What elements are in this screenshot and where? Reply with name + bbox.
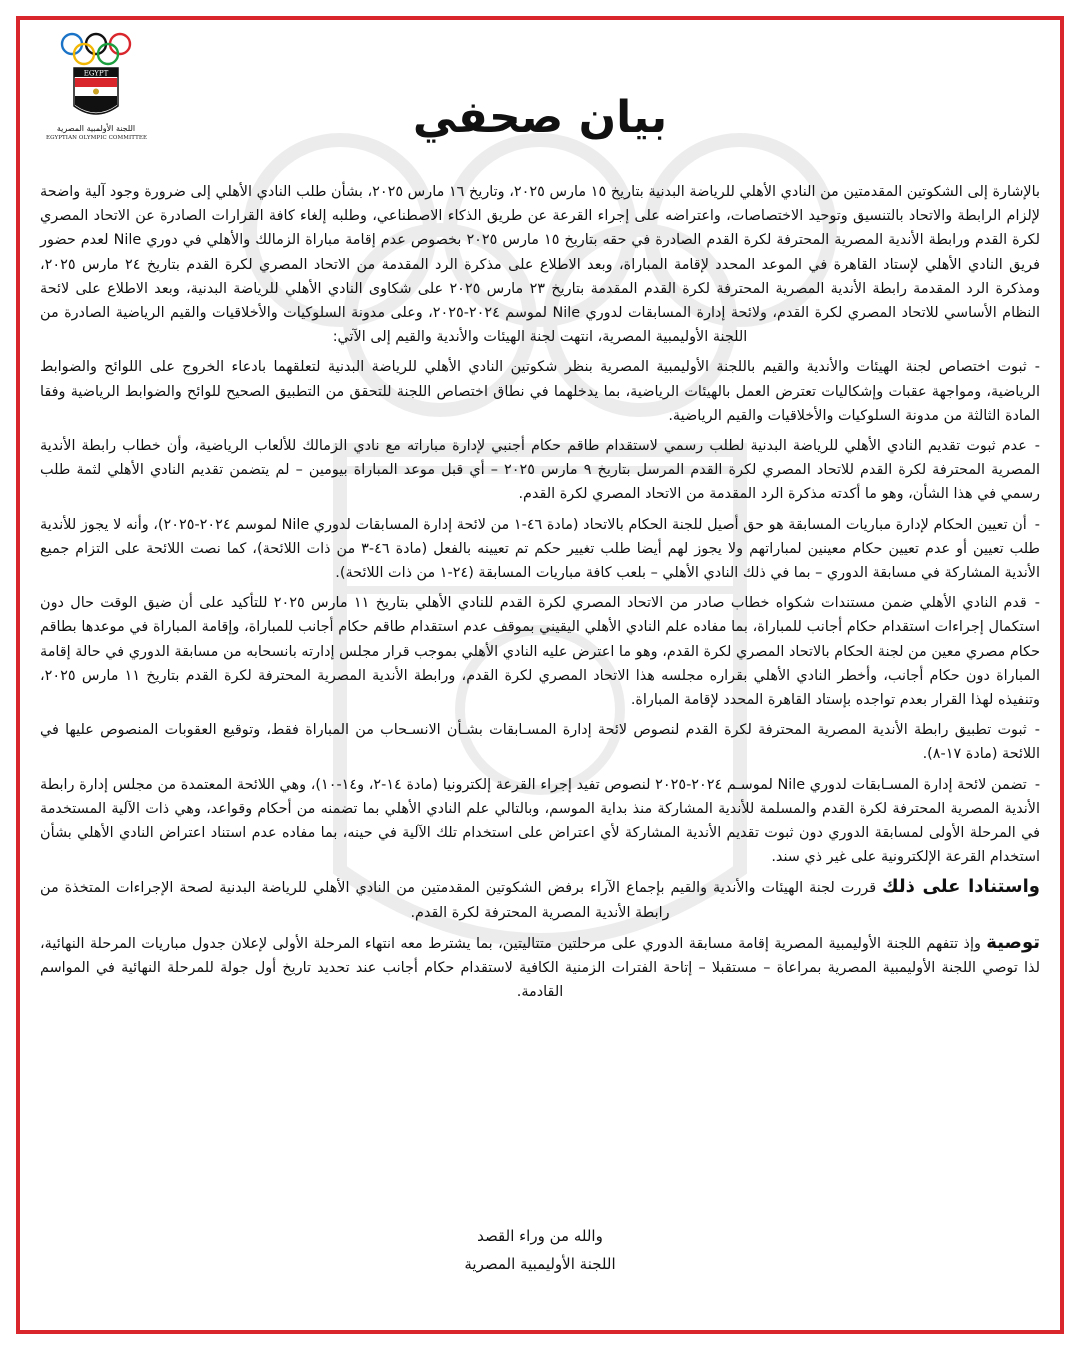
recommendation-text: وإذ تتفهم اللجنة الأوليمبية المصرية إقامة مسابقة الدوري على مرحلتين متتاليتين، بما يشترط معه انتهاء المرحلة الأولى لإعلان جدول مباريات المرحلة النهائية، لذا توصي اللجنة الأوليمبية المصرية بمراعاة – مستقبلا – إتاحة الفترات الزمنية الكافية لاستقدام حكام أجانب عند تحديد تاريخ أول جولة للمرحلة النهائية في المواسم القادمة. — [40, 935, 1040, 1001]
recommendation-paragraph — [40, 931, 1040, 1005]
statement-body — [40, 180, 1040, 1011]
decision-text: قررت لجنة الهيئات والأندية والقيم بإجماع الآراء برفض الشكوتين المقدمتين من النادي الأهلي للرياضة البدنية لصحة الإجراءات المتخذة من رابطة الأندية المصرية المحترفة لكرة القدم. — [40, 880, 877, 921]
decision-lead: واستنادا على ذلك — [882, 876, 1040, 898]
page-title: بيان صحفي — [412, 92, 668, 143]
bullet-text: تضمن لائحة إدارة المسـابقات لدوري Nile لموسـم ٢٠٢٤-٢٠٢٥ لنصوص تفيد إجراء القرعة إلكترونيا (مادة ١٤-٢، و١٤-١٠)، وهي اللائحة المعتمدة من مجلس إدارة رابطة الأندية المصرية المحترفة لكرة القدم والمسلمة للأندية المشاركة منذ بداية الموسم، وبالتالي علم النادي الأهلي بما تضمنه من أحكام وقواعد، وهي ذات الآلية المستخدمة في المرحلة الأولى لمسابقة الدوري دون ثبوت تقديم الأندية المشاركة لأي اعتراض على استخدام تلك الآلية في حينه، بما مفاده عدم استناد اعتراض النادي الأهلي بشأن استخدام القرعة الإلكترونية على غير ذي سند. — [40, 776, 1040, 866]
logo-arabic-name: اللجنة الأولمبية المصرية — [56, 124, 136, 133]
list-item: -أن تعيين الحكام لإدارة مباريات المسابقة هو حق أصيل للجنة الحكام بالاتحاد (مادة ٤٦-١ من لائحة إدارة المسابقات لدوري Nile لموسم ٢٠٢٤-٢٠٢٥)، وأنه لا يجوز للأندية طلب تعيين أو عدم تعيين حكام معينين لمباراتهم ولا يجوز لهم أيضا طلب تغيير حكم تم تعيينه بالفعل (مادة ٤٦-٣ من ذات اللائحة)، كما نصت اللائحة على التزام جميع الأندية المشاركة في مسابقة الدوري – بما في ذلك النادي الأهلي – بلعب كافة مباريات المسابقة (٢٤-١ من ذات اللائحة). — [40, 516, 1040, 582]
list-item: -قدم النادي الأهلي ضمن مستندات شكواه خطاب صادر من الاتحاد المصري لكرة القدم للنادي الأهلي بتاريخ ١١ مارس ٢٠٢٥ للتأكيد على أن ضيق الوقت حال دون استكمال إجراءات استقدام حكام أجانب للمباراة، بما مفاده علم النادي الأهلي اليقيني بموقف عدم استقدام طاقم حكام أجانب للمباراة، وإقامة المباراة في موعدها بطاقم حكام مصري معين من لجنة الحكام بالاتحاد المصري لكرة القدم، وهو ما اعترض عليه النادي الأهلي بموجب قرار مجلس إدارته بانسحابه من مسابقة الدوري في حالة إقامة المباراة دون حكام أجانب، وأخطر النادي الأهلي بقراره مجلسه هذا الاتحاد المصري لكرة القدم، ورابطة الأندية المصرية المحترفة لكرة القدم بتاريخ ١١ مارس ٢٠٢٥، وتنفيذه لهذا القرار بعدم تواجده بإستاد القاهرة المحدد لإقامة المباراة. — [40, 595, 1041, 709]
closing-line: والله من وراء القصد — [477, 1227, 603, 1245]
bullet-text: عدم ثبوت تقديم النادي الأهلي للرياضة البدنية لطلب رسمي لاستقدام طاقم حكام أجنبي لإدارة مباراته مع نادي الزمالك للألعاب الرياضية، وأن خطاب رابطة الأندية المصرية المحترفة لكرة القدم للاتحاد المصري لكرة القدم المرسل بتاريخ ٩ مارس ٢٠٢٥ – أي قبل موعد المباراة بيومين – لم يتضمن تقديم النادي الأهلي لثمة طلب رسمي في هذا الشأن، وهو ما أكدته مذكرة الرد المقدمة من الاتحاد المصري لكرة القدم. — [40, 438, 1040, 503]
recommendation-lead: توصية — [986, 931, 1040, 953]
bullet-text: ثبوت اختصاص لجنة الهيئات والأندية والقيم باللجنة الأوليمبية المصرية بنظر شكوتين النادي الأهلي للرياضة البدنية لتعلقهما بادعاء الخروج على اللوائح والضوابط الرياضية، ومواجهة عقبات وإشكاليات تعترض العمل بالهيئات الرياضية، بما يدخلهما في نطاق اختصاص اللجنة للتحقق من التطبيق الصحيح للوائح والضوابط الرياضية وفقا المادة الثالثة من مدونة السلوكيات والأخلاقيات والقيم الرياضية. — [40, 359, 1040, 424]
decision-paragraph — [40, 875, 1040, 924]
bullet-text: ثبوت تطبيق رابطة الأندية المصرية المحترفة لكرة القدم لنصوص لائحة إدارة المسـابقات بشـأن الانسـحاب من المباراة فقط، وتوقيع العقوبات المنصوص عليها في اللائحة (مادة ١٧-٨). — [40, 722, 1040, 763]
list-item: -ثبوت تطبيق رابطة الأندية المصرية المحترفة لكرة القدم لنصوص لائحة إدارة المسـابقات بشـأن الانسـحاب من المباراة فقط، وتوقيع العقوبات المنصوص عليها في اللائحة (مادة ١٧-٨). — [40, 722, 1040, 763]
signature-line: اللجنة الأوليمبية المصرية — [464, 1255, 616, 1273]
bullet-text: قدم النادي الأهلي ضمن مستندات شكواه خطاب صادر من الاتحاد المصري لكرة القدم للنادي الأهلي بتاريخ ١١ مارس ٢٠٢٥ للتأكيد على أن ضيق الوقت حال دون استكمال إجراءات استقدام حكام أجانب للمباراة، بما مفاده علم النادي الأهلي اليقيني بموقف عدم استقدام طاقم حكام أجانب للمباراة، وإقامة المباراة في موعدها بطاقم حكام مصري معين من لجنة الحكام بالاتحاد المصري لكرة القدم، وهو ما اعترض عليه النادي الأهلي بموجب قرار مجلس إدارته بانسحابه من مسابقة الدوري في حالة إقامة المباراة دون حكام أجانب، وأخطر النادي الأهلي بقراره مجلسه هذا الاتحاد المصري لكرة القدم، ورابطة الأندية المصرية المحترفة لكرة القدم بتاريخ ١١ مارس ٢٠٢٥، وتنفيذه لهذا القرار بعدم تواجده بإستاد القاهرة المحدد لإقامة المباراة. — [40, 595, 1041, 709]
bullet-text: أن تعيين الحكام لإدارة مباريات المسابقة هو حق أصيل للجنة الحكام بالاتحاد (مادة ٤٦-١ من لائحة إدارة المسابقات لدوري Nile لموسم ٢٠٢٤-٢٠٢٥)، وأنه لا يجوز للأندية طلب تعيين أو عدم تعيين حكام معينين لمباراتهم ولا يجوز لهم أيضا طلب تغيير حكم تم تعيينه بالفعل (مادة ٤٦-٣ من ذات اللائحة)، كما نصت اللائحة على التزام جميع الأندية المشاركة في مسابقة الدوري – بما في ذلك النادي الأهلي – بلعب كافة مباريات المسابقة (٢٤-١ من ذات اللائحة). — [40, 516, 1040, 582]
list-item: -عدم ثبوت تقديم النادي الأهلي للرياضة البدنية لطلب رسمي لاستقدام طاقم حكام أجنبي لإدارة مباراته مع نادي الزمالك للألعاب الرياضية، وأن خطاب رابطة الأندية المصرية المحترفة لكرة القدم للاتحاد المصري لكرة القدم المرسل بتاريخ ٩ مارس ٢٠٢٥ – أي قبل موعد المباراة بيومين – لم يتضمن تقديم النادي الأهلي لثمة طلب رسمي في هذا الشأن، وهو ما أكدته مذكرة الرد المقدمة من الاتحاد المصري لكرة القدم. — [40, 438, 1040, 503]
logo-english-name: EGYPTIAN OLYMPIC COMMITTEE — [46, 135, 148, 141]
svg-text:EGYPT: EGYPT — [83, 69, 109, 78]
list-item: -تضمن لائحة إدارة المسـابقات لدوري Nile لموسـم ٢٠٢٤-٢٠٢٥ لنصوص تفيد إجراء القرعة إلكترونيا (مادة ١٤-٢، و١٤-١٠)، وهي اللائحة المعتمدة من مجلس إدارة رابطة الأندية المصرية المحترفة لكرة القدم والمسلمة للأندية المشاركة منذ بداية الموسم، وبالتالي علم النادي الأهلي بما تضمنه من أحكام وقواعد، وهي ذات الآلية المستخدمة في المرحلة الأولى لمسابقة الدوري دون ثبوت تقديم الأندية المشاركة لأي اعتراض على استخدام تلك الآلية في حينه، بما مفاده عدم استناد اعتراض النادي الأهلي بشأن استخدام القرعة الإلكترونية على غير ذي سند. — [40, 776, 1041, 866]
closing-block — [0, 1222, 1080, 1278]
intro-paragraph: بالإشارة إلى الشكوتين المقدمتين من النادي الأهلي للرياضة البدنية بتاريخ ١٥ مارس ٢٠٢٥، وتاريخ ١٦ مارس ٢٠٢٥، بشأن طلب النادي الأهلي إلى ضرورة وجود آلية واضحة لإلزام الرابطة والاتحاد بالتنسيق وتوحيد الاختصاصات، واعتراضه على إجراء القرعة عن طريق الذكاء الاصطناعي، وطلبه إلغاء كافة القرارات الصادرة عن الاتحاد المصري لكرة القدم ورابطة الأندية المصرية المحترفة لكرة القدم الصادرة في حقه بتاريخ ١٥ مارس ٢٠٢٥ بخصوص عدم إقامة مباراة الزمالك والأهلي في دوري Nile لعدم حضور فريق النادي الأهلي لإستاد القاهرة في الموعد المحدد لإقامة المباراة، وبعد الاطلاع على مذكرة الرد المقدمة من الاتحاد المصري لكرة القدم بتاريخ ٢٤ مارس ٢٠٢٥، ومذكرة الرد المقدمة رابطة الأندية المصرية المحترفة لكرة القدم المقدمة بتاريخ ٢٣ مارس ٢٠٢٥ على شكاوى النادي الأهلي للرياضة البدنية، وبعد الاطلاع على لائحة النظام الأساسي للاتحاد المصري لكرة القدم، ولائحة إدارة المسابقات لدوري Nile لموسم ٢٠٢٤-٢٠٢٥، وعلى مدونة السلوكيات والأخلاقيات والقيم الرياضية الصادرة من اللجنة الأوليمبية المصرية، انتهت لجنة الهيئات والأندية والقيم إلى الآتي: — [40, 184, 1040, 346]
list-item: -ثبوت اختصاص لجنة الهيئات والأندية والقيم باللجنة الأوليمبية المصرية بنظر شكوتين النادي الأهلي للرياضة البدنية لتعلقهما بادعاء الخروج على اللوائح والضوابط الرياضية، ومواجهة عقبات وإشكاليات تعترض العمل بالهيئات الرياضية، بما يدخلهما في نطاق اختصاص اللجنة للتحقق من التطبيق الصحيح للوائح والضوابط الرياضية وفقا المادة الثالثة من مدونة السلوكيات والأخلاقيات والقيم الرياضية. — [40, 359, 1040, 424]
